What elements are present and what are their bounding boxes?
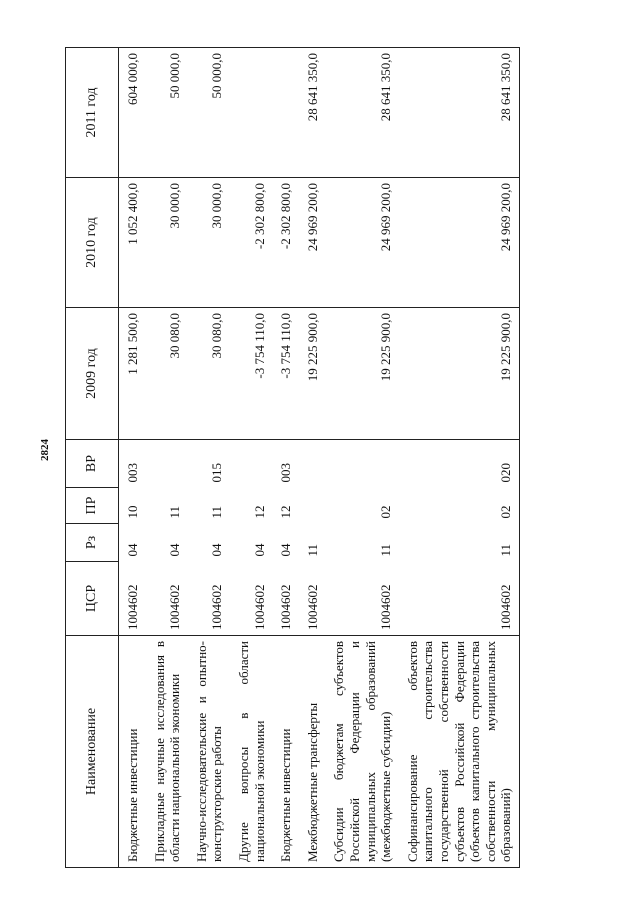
row-2009: 19 225 900,0 [325, 308, 398, 440]
row-2010: 30 000,0 [188, 178, 230, 308]
row-rz: 04 [125, 543, 140, 557]
row-vr: 003 [272, 440, 299, 488]
table-row [299, 48, 326, 868]
row-2009: 30 080,0 [188, 308, 230, 440]
row-2011: 50 000,0 [146, 48, 188, 178]
row-pr [299, 488, 326, 524]
row-rz: 04 [251, 543, 267, 557]
row-name: Другие вопросы в области национальной экономики [230, 636, 272, 868]
row-2011: 28 641 350,0 [325, 48, 398, 178]
row-2009: -3 754 110,0 [230, 308, 272, 440]
row-2010: 24 969 200,0 [399, 178, 520, 308]
row-pr: 10 [125, 505, 140, 519]
row-2010: -2 302 800,0 [230, 178, 272, 308]
row-pr: 11 [167, 505, 183, 519]
row-rz: 11 [399, 524, 520, 562]
row-2009: 1 281 500,0 [119, 308, 146, 440]
row-vr: 020 [399, 440, 520, 488]
row-name: Бюджетные инвестиции [272, 636, 299, 868]
row-name: Прикладные научные исследования в области национальной экономики [146, 636, 188, 868]
row-rz: 11 [378, 543, 394, 557]
row-vr: 015 [188, 440, 230, 488]
row-2009: -3 754 110,0 [272, 308, 299, 440]
row-2009: 30 080,0 [146, 308, 188, 440]
row-pr: 02 [399, 488, 520, 524]
row-rz: 04 [209, 543, 225, 557]
header-2011: 2011 год [66, 48, 119, 178]
table-row [399, 48, 520, 868]
row-csr: 1004602 [119, 562, 146, 636]
row-2011 [230, 48, 272, 178]
page-number: 2824 [39, 439, 51, 461]
table-row [325, 48, 398, 868]
row-2009: 19 225 900,0 [299, 308, 326, 440]
row-2010: 30 000,0 [146, 178, 188, 308]
row-2010: 24 969 200,0 [325, 178, 398, 308]
row-pr: 11 [209, 505, 225, 519]
row-rz: 11 [304, 543, 320, 557]
table-row [272, 48, 299, 868]
row-rz: 04 [167, 543, 183, 557]
row-2011 [272, 48, 299, 178]
header-vr: ВР [66, 440, 119, 488]
row-name: Софинансирование объектов капитального строительства государственной собственности субъектов Российской Федерации (объектов капитального строительства собственности муниципальных образований) [399, 636, 520, 868]
table-header-row [66, 48, 119, 868]
row-vr [146, 440, 188, 488]
row-csr: 1004602 [146, 562, 188, 636]
header-csr: ЦСР [66, 562, 119, 636]
table-row [230, 48, 272, 868]
row-2011: 28 641 350,0 [299, 48, 326, 178]
row-2010: -2 302 800,0 [272, 178, 299, 308]
table-row [188, 48, 230, 868]
row-name: Бюджетные инвестиции [119, 636, 146, 868]
row-2010: 24 969 200,0 [299, 178, 326, 308]
header-rz: Рз [66, 524, 119, 562]
row-csr: 1004602 [188, 562, 230, 636]
row-vr [299, 440, 326, 488]
row-pr: 12 [278, 505, 294, 519]
budget-table [65, 47, 520, 868]
header-pr: ПР [66, 488, 119, 524]
row-2011: 28 641 350,0 [399, 48, 520, 178]
header-name: Наименование [66, 636, 119, 868]
row-vr: 003 [119, 440, 146, 488]
header-2010: 2010 год [66, 178, 119, 308]
row-vr [325, 440, 398, 488]
row-name: Научно-исследовательские и опытно-конструкторские работы [188, 636, 230, 868]
row-vr [230, 440, 272, 488]
row-name: Межбюджетные трансферты [299, 636, 326, 868]
rotated-page-content [65, 48, 575, 868]
row-2011: 50 000,0 [188, 48, 230, 178]
row-csr: 1004602 [299, 562, 326, 636]
row-name: Субсидии бюджетам субъектов Российской Федерации и муниципальных образований (межбюджетные субсидии) [325, 636, 398, 868]
row-csr: 1004602 [399, 562, 520, 636]
row-2010: 1 052 400,0 [119, 178, 146, 308]
row-csr: 1004602 [230, 562, 272, 636]
row-csr: 1004602 [325, 562, 398, 636]
table-row [119, 48, 146, 868]
table-row [146, 48, 188, 868]
row-2011: 604 000,0 [119, 48, 146, 178]
row-pr: 12 [251, 505, 267, 519]
row-2009: 19 225 900,0 [399, 308, 520, 440]
row-rz: 04 [278, 543, 294, 557]
row-csr: 1004602 [272, 562, 299, 636]
row-pr: 02 [378, 505, 394, 519]
header-2009: 2009 год [66, 308, 119, 440]
